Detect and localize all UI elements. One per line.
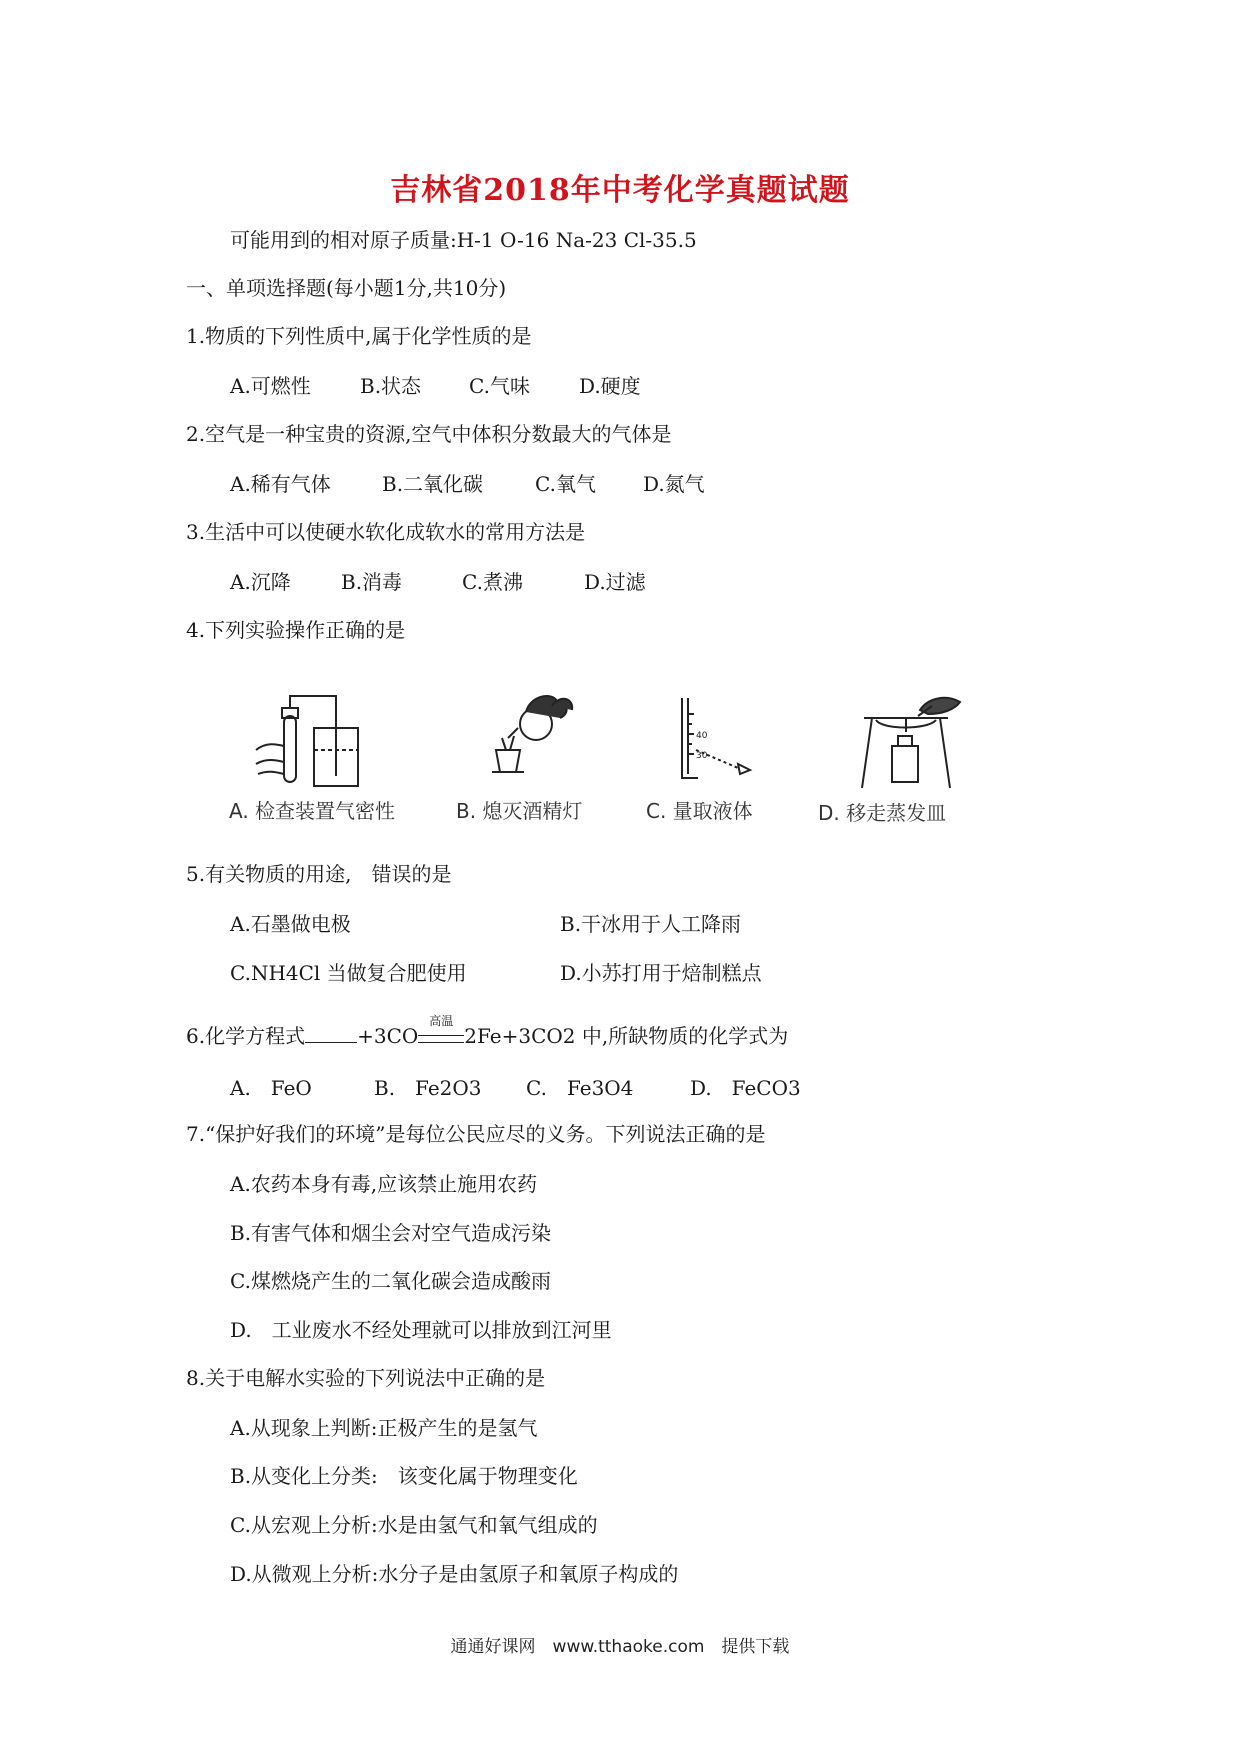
- question-3-stem: 3.生活中可以使硬水软化成软水的常用方法是: [186, 520, 586, 544]
- option-b: B.二氧化碳: [382, 472, 484, 496]
- option-a: A.沉降: [230, 570, 291, 594]
- airtightness-apparatus-icon: [254, 688, 394, 796]
- section-heading: 一、单项选择题(每小题1分,共10分): [186, 276, 507, 300]
- option-c: C.煤燃烧产生的二氧化碳会造成酸雨: [230, 1269, 551, 1293]
- question-7-stem: 7.“保护好我们的环境”是每位公民应尽的义务。下列说法正确的是: [186, 1122, 766, 1146]
- option-d: D.氮气: [643, 472, 705, 496]
- option-d: D.过滤: [584, 570, 646, 594]
- option-d: D.从微观上分析:水分子是由氢原子和氧原子构成的: [230, 1562, 679, 1586]
- question-8-stem: 8.关于电解水实验的下列说法中正确的是: [186, 1366, 546, 1390]
- atomic-mass-note: 可能用到的相对原子质量:H-1 O-16 Na-23 Cl-35.5: [230, 228, 697, 252]
- option-a: A.稀有气体: [230, 472, 331, 496]
- figure-caption-b: B. 熄灭酒精灯: [456, 799, 583, 823]
- option-b: B.状态: [360, 374, 422, 398]
- page-title: 吉林省2018年中考化学真题试题: [390, 173, 850, 208]
- option-a: A.农药本身有毒,应该禁止施用农药: [230, 1172, 538, 1196]
- tripod-evaporating-dish-icon: [858, 688, 968, 792]
- figure-measure-liquid: [672, 694, 762, 788]
- figure-airtightness-check: [254, 688, 394, 796]
- option-d: D.小苏打用于焙制糕点: [560, 961, 762, 985]
- question-1-stem: 1.物质的下列性质中,属于化学性质的是: [186, 324, 532, 348]
- option-b: B.干冰用于人工降雨: [560, 912, 742, 936]
- tick-label-40: 40: [696, 731, 708, 741]
- option-a: A.可燃性: [230, 374, 311, 398]
- figure-caption-a: A. 检查装置气密性: [229, 799, 396, 823]
- question-6-stem: [186, 1014, 789, 1050]
- option-b: B.消毒: [341, 570, 403, 594]
- question-6-stem-start: 6.化学方程式: [186, 1024, 306, 1048]
- question-4-stem: 4.下列实验操作正确的是: [186, 618, 406, 642]
- option-a: A.从现象上判断:正极产生的是氢气: [230, 1416, 538, 1440]
- option-b: B.从变化上分类: 该变化属于物理变化: [230, 1464, 578, 1488]
- option-c: C.煮沸: [462, 570, 523, 594]
- person-blowing-lamp-icon: [478, 684, 588, 784]
- figure-caption-c: C. 量取液体: [646, 799, 753, 823]
- page-footer: 通通好课网 www.tthaoke.com 提供下载: [450, 1637, 790, 1657]
- question-2-stem: 2.空气是一种宝贵的资源,空气中体积分数最大的气体是: [186, 422, 672, 446]
- option-c: C. Fe3O4: [526, 1076, 634, 1100]
- question-6-reactant: +3CO: [357, 1024, 419, 1048]
- measuring-cylinder-icon: [672, 694, 762, 788]
- tick-label-30: 30: [696, 751, 708, 761]
- question-6-stem-end: 2Fe+3CO2 中,所缺物质的化学式为: [464, 1024, 789, 1048]
- question-5-stem: 5.有关物质的用途, 错误的是: [186, 862, 452, 886]
- option-b: B.有害气体和烟尘会对空气造成污染: [230, 1221, 552, 1245]
- figure-extinguish-lamp: [478, 684, 588, 784]
- answer-blank: [305, 1024, 357, 1043]
- option-a: A. FeO: [230, 1076, 312, 1100]
- option-d: D. 工业废水不经处理就可以排放到江河里: [230, 1318, 612, 1342]
- option-b: B. Fe2O3: [374, 1076, 482, 1100]
- condition-label: 高温: [429, 1014, 454, 1028]
- figure-caption-d: D. 移走蒸发皿: [818, 801, 947, 825]
- reaction-condition: [418, 1014, 464, 1043]
- figure-move-dish: [858, 688, 968, 792]
- option-d: D.硬度: [579, 374, 641, 398]
- option-c: C.NH4Cl 当做复合肥使用: [230, 961, 467, 985]
- option-c: C.氧气: [535, 472, 596, 496]
- option-c: C.从宏观上分析:水是由氢气和氧气组成的: [230, 1513, 598, 1537]
- option-c: C.气味: [469, 374, 530, 398]
- option-d: D. FeCO3: [690, 1076, 801, 1100]
- option-a: A.石墨做电极: [230, 912, 351, 936]
- equals-sign-icon: [418, 1035, 464, 1043]
